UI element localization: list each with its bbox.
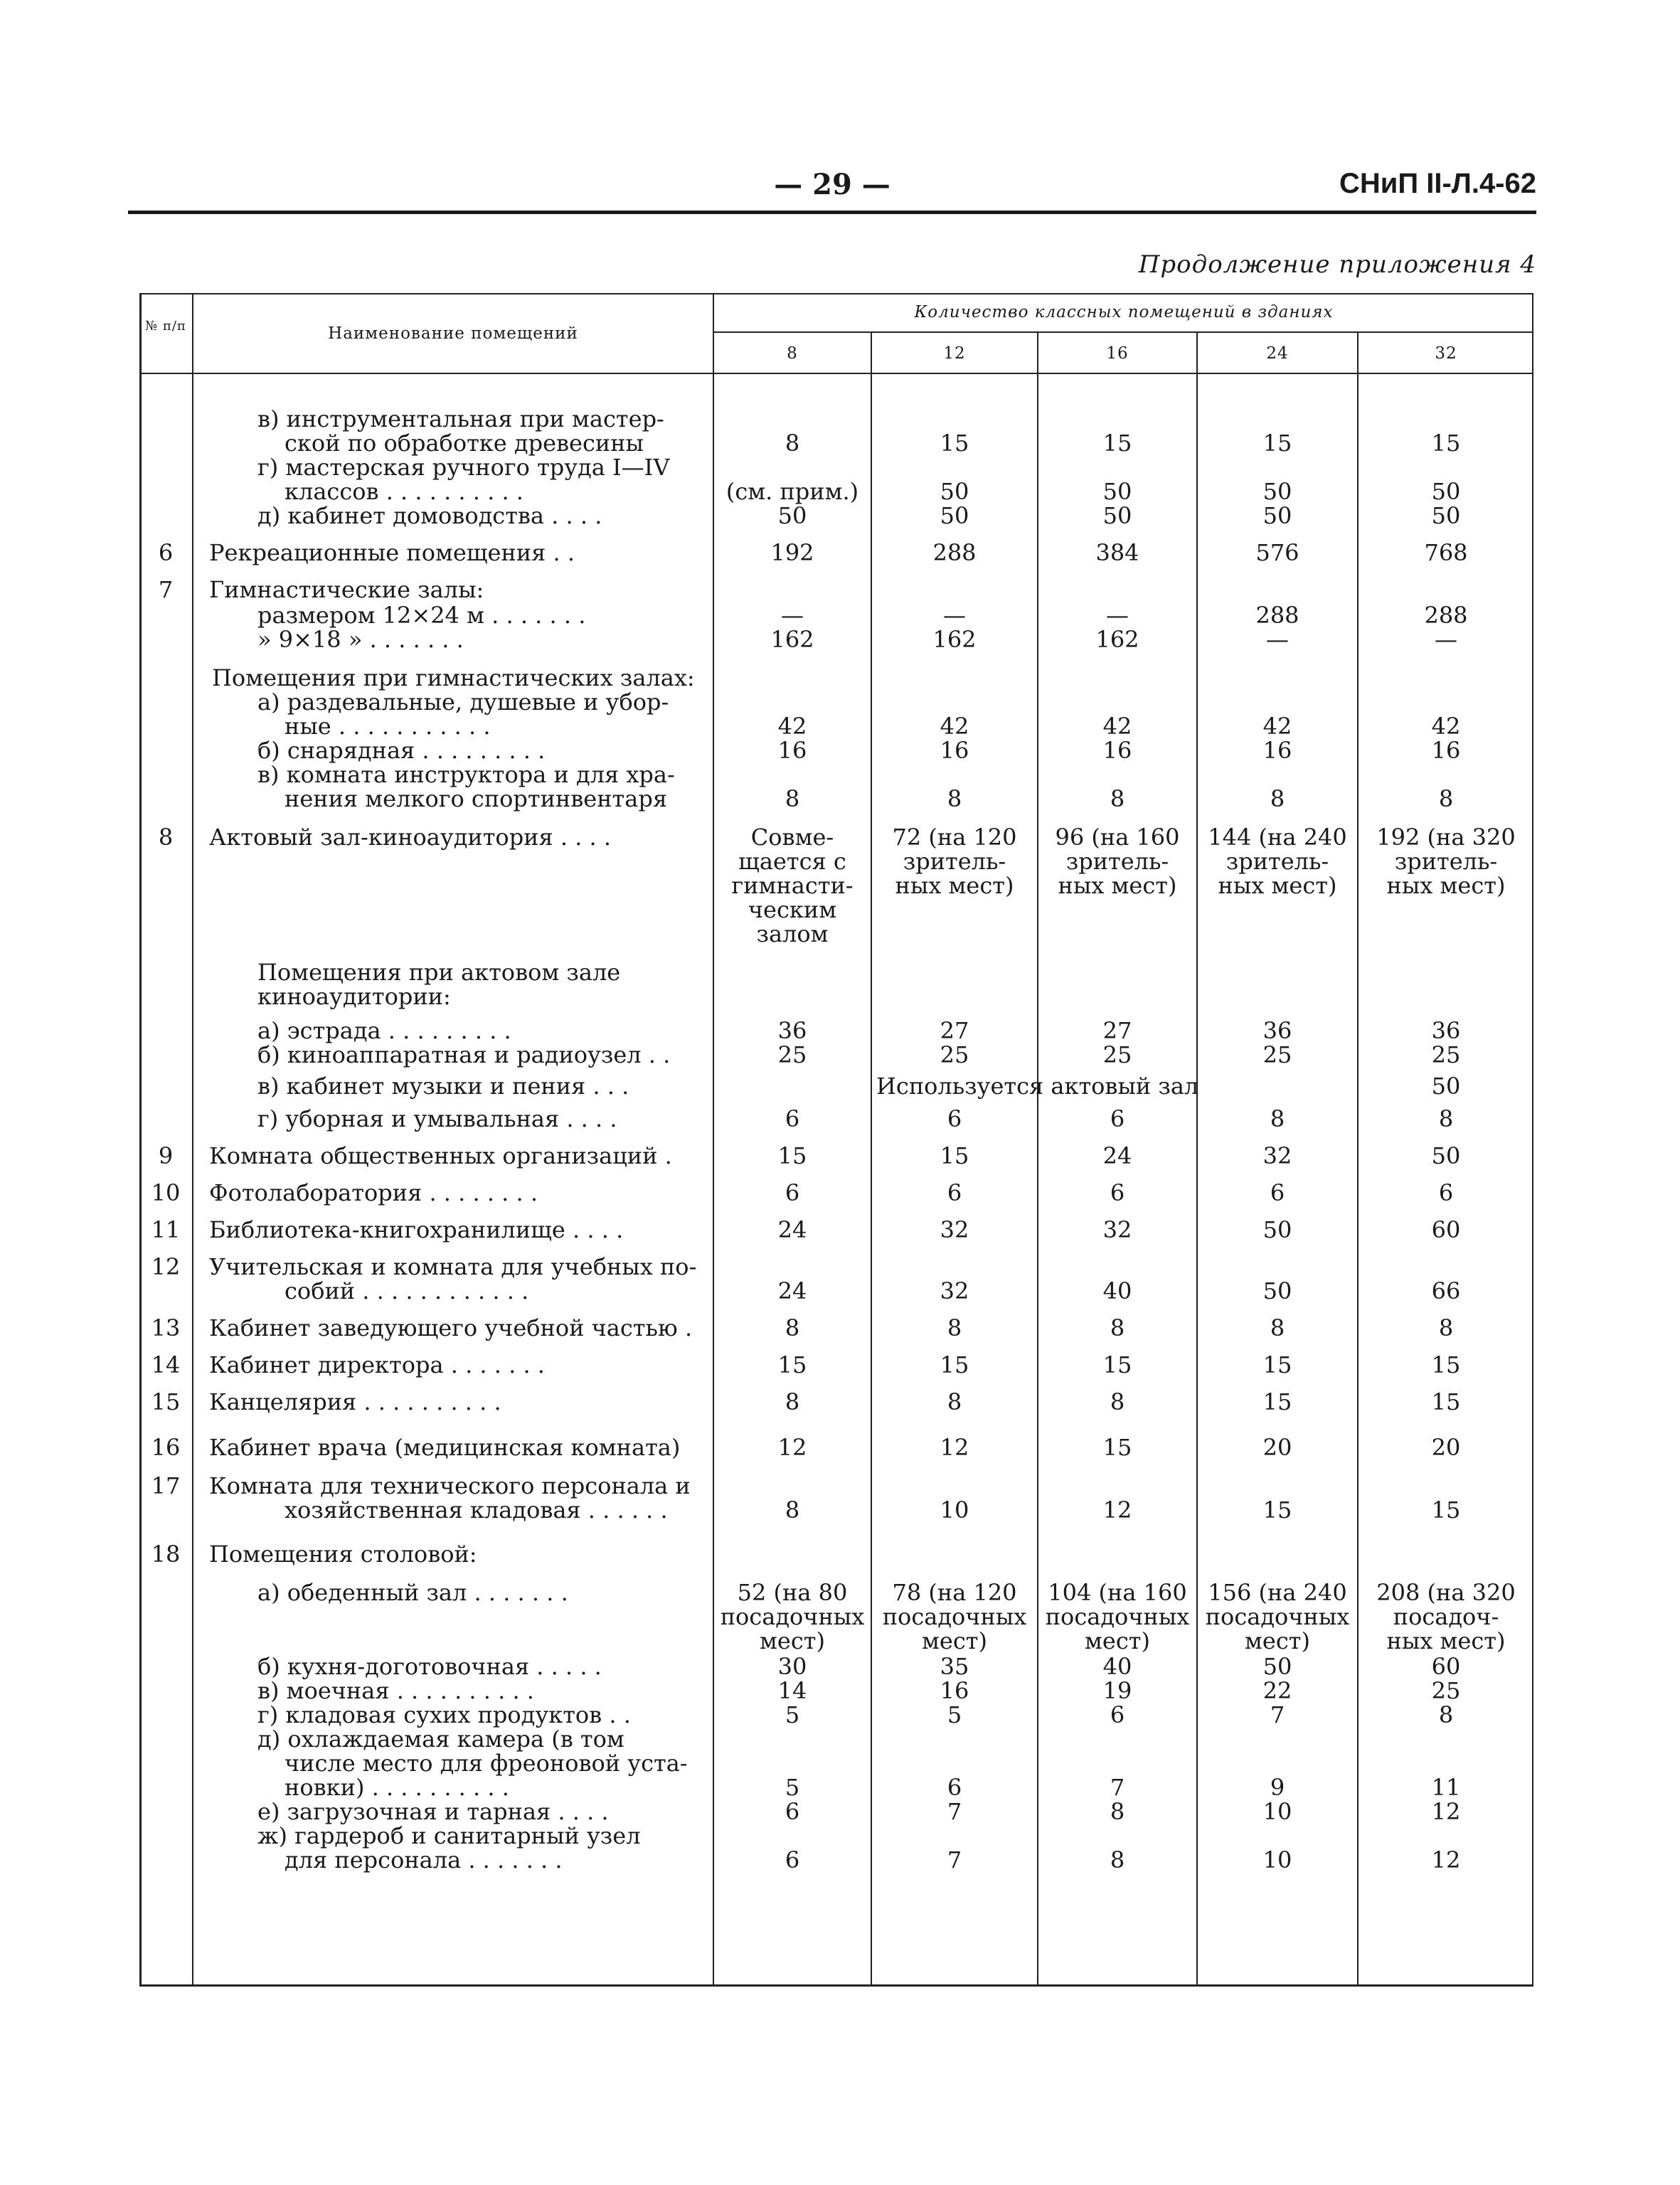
value-cell-8: 30 [777,1653,807,1680]
room-name: Комната общественных организаций . [209,1142,672,1169]
value-cell-8: 24 [777,1277,807,1304]
value-cell-16: зритель- [1065,848,1169,875]
room-name: в) кабинет музыки и пения . . . [257,1073,629,1100]
value-cell-8: 14 [777,1677,807,1704]
value-cell-8: 8 [785,430,800,457]
value-cell-16: 16 [1102,737,1132,764]
value-cell-32: 15 [1431,430,1461,457]
row-number: 11 [151,1216,181,1243]
value-cell-16: 6 [1110,1105,1125,1132]
value-cell-16: 15 [1102,1351,1132,1378]
value-cell-24: 8 [1270,785,1285,812]
value-cell-12: 16 [940,1677,969,1704]
room-name: г) уборная и умывальная . . . . [257,1105,617,1132]
group-header: Количество классных помещений в зданиях [914,303,1334,321]
value-cell-8: Совме- [750,824,834,851]
value-cell-32: 60 [1431,1216,1461,1243]
value-cell-32: 8 [1438,1314,1454,1341]
value-cell-12: 50 [940,478,969,505]
room-name: б) киноаппаратная и радиоузел . . [257,1041,671,1068]
room-name: Кабинет заведующего учебной частью . [209,1314,693,1341]
room-name: для персонала . . . . . . . [285,1846,563,1873]
value-cell-24: 22 [1262,1677,1292,1704]
value-cell-32: 16 [1431,737,1461,764]
value-cell-24: 20 [1262,1434,1292,1461]
value-cell-12: 12 [940,1434,969,1461]
value-cell-24: 25 [1262,1041,1292,1068]
value-cell-32: 25 [1431,1041,1461,1068]
value-cell-12: 16 [940,737,969,764]
value-cell-16: 8 [1110,1798,1125,1825]
value-cell-12: 15 [940,430,969,457]
row-number: 9 [158,1142,174,1169]
value-cell-24: 36 [1262,1017,1292,1044]
value-cell-32: 15 [1431,1388,1461,1415]
value-cell-24: мест) [1245,1627,1310,1654]
group-header-rule [714,331,1533,333]
value-cell-16: 40 [1102,1653,1132,1680]
value-cell-16: 50 [1102,502,1132,529]
value-cell-8: гимнасти- [731,872,854,899]
value-cell-12: 42 [940,713,969,740]
value-cell-24: 10 [1262,1846,1292,1873]
value-cell-8: 8 [785,785,800,812]
value-cell-24: 50 [1262,478,1292,505]
value-cell-24: 6 [1270,1179,1285,1206]
value-cell-32: 50 [1431,1142,1461,1169]
value-cell-16: 27 [1102,1017,1132,1044]
value-cell-12: 6 [947,1105,962,1132]
value-cell-16: 162 [1095,626,1139,653]
value-cell-16: 19 [1102,1677,1132,1704]
row-number: 15 [151,1388,181,1415]
value-cell-8: 6 [785,1846,800,1873]
value-cell-32: 50 [1431,478,1461,505]
value-cell-12: 32 [940,1277,969,1304]
value-cell-32: 36 [1431,1017,1461,1044]
value-cell-8: посадочных [720,1603,865,1630]
room-name: б) кухня-доготовочная . . . . . [257,1653,602,1680]
rooms-table [139,293,1533,1986]
room-name: г) кладовая сухих продуктов . . [257,1701,631,1728]
row-number: 6 [158,539,174,566]
page-header [128,168,1536,211]
room-name: а) эстрада . . . . . . . . . [257,1017,511,1044]
value-cell-12: 8 [947,1314,962,1341]
value-cell-32: 12 [1431,1846,1461,1873]
room-name: д) охлаждаемая камера (в том [257,1726,624,1753]
sub-header-32: 32 [1435,344,1457,363]
value-cell-32: 25 [1431,1677,1461,1704]
value-cell-16: мест) [1085,1627,1150,1654]
row-number: 12 [151,1253,181,1280]
room-name: Фотолаборатория . . . . . . . . [209,1179,538,1206]
value-cell-24: 15 [1262,1496,1292,1524]
room-name: в) комната инструктора и для хра- [257,761,675,788]
value-cell-24: 288 [1255,602,1299,629]
value-cell-32: ных мест) [1386,1627,1506,1654]
value-cell-12: 78 (на 120 [892,1579,1017,1606]
document-code: СНиП II-Л.4-62 [1339,168,1536,199]
sub-header-16: 16 [1106,344,1129,363]
value-cell-12: 50 [940,502,969,529]
value-cell-12: 25 [940,1041,969,1068]
value-cell-24: 15 [1262,1351,1292,1378]
value-cell-8: 8 [785,1388,800,1415]
value-cell-32: зритель- [1394,848,1498,875]
value-cell-16: 384 [1095,539,1139,566]
value-cell-12: 72 (на 120 [892,824,1017,851]
value-cell-24: 50 [1262,1216,1292,1243]
room-name: киноаудитории: [257,983,451,1010]
value-cell-16: 96 (на 160 [1055,824,1180,851]
header-bottom-rule [139,373,1533,374]
col-num-header: № п/п [145,319,186,334]
value-cell-8: 8 [785,1496,800,1524]
room-name: г) мастерская ручного труда I—IV [257,454,670,481]
value-cell-12: 15 [940,1351,969,1378]
room-name: Помещения при гимнастических залах: [212,664,695,691]
value-cell-16: 24 [1102,1142,1132,1169]
value-cell-8: ческим [748,896,837,923]
value-cell-16: 6 [1110,1179,1125,1206]
value-cell-24: 156 (на 240 [1208,1579,1347,1606]
room-name: Кабинет врача (медицинская комната) [209,1434,681,1461]
row-number: 8 [158,824,174,851]
room-name: классов . . . . . . . . . . [285,478,523,505]
value-cell-8: 24 [777,1216,807,1243]
value-cell-32: 66 [1431,1277,1461,1304]
value-cell-12: 8 [947,785,962,812]
value-cell-24: 144 (на 240 [1208,824,1347,851]
value-cell-12: 10 [940,1496,969,1524]
value-cell-8: 42 [777,713,807,740]
value-cell-12: 288 [932,539,977,566]
value-cell-24: 10 [1262,1798,1292,1825]
row-number: 7 [158,576,174,603]
value-cell-32: посадоч- [1393,1603,1499,1630]
row-number: 10 [151,1179,181,1206]
value-cell-8: 192 [770,539,814,566]
room-name: а) раздевальные, душевые и убор- [257,689,669,716]
value-cell-16: 8 [1110,1388,1125,1415]
value-cell-16: 42 [1102,713,1132,740]
value-cell-12: 35 [940,1653,969,1680]
room-name: в) моечная . . . . . . . . . . [257,1677,534,1704]
value-cell-12: мест) [922,1627,987,1654]
value-cell-16: 50 [1102,478,1132,505]
value-cell-16: 8 [1110,785,1125,812]
value-cell-8: щается с [738,848,846,875]
row-number: 14 [151,1351,181,1378]
value-cell-12: 8 [947,1388,962,1415]
value-cell-16: 6 [1110,1701,1125,1728]
room-name: Канцелярия . . . . . . . . . . [209,1388,501,1415]
value-cell-8: 25 [777,1041,807,1068]
room-name: ской по обработке древесины [285,430,644,457]
value-cell-16: 32 [1102,1216,1132,1243]
value-cell-32: 50 [1431,1073,1461,1100]
value-cell-24: 7 [1270,1701,1285,1728]
value-cell-24: 32 [1262,1142,1292,1169]
value-cell-8: 15 [777,1142,807,1169]
sub-header-12: 12 [943,344,966,363]
value-cell-24: ных мест) [1218,872,1337,899]
room-name: Комната для технического персонала и [209,1472,691,1499]
value-cell-16: 15 [1102,430,1132,457]
value-cell-8: 8 [785,1314,800,1341]
room-name: Помещения при актовом зале [257,959,621,986]
value-cell-8: 5 [785,1774,800,1801]
value-cell-32: 12 [1431,1798,1461,1825]
value-cell-32: 20 [1431,1434,1461,1461]
value-cell-8: 16 [777,737,807,764]
value-cell-32: 6 [1438,1179,1454,1206]
value-cell-8: 12 [777,1434,807,1461]
value-cell-32: 192 (на 320 [1376,824,1516,851]
value-cell-16: 25 [1102,1041,1132,1068]
value-cell-24: 8 [1270,1314,1285,1341]
value-cell-8: (см. прим.) [725,478,859,505]
room-name: в) инструментальная при мастер- [257,405,664,432]
room-name: д) кабинет домоводства . . . . [257,502,602,529]
room-name: Рекреационные помещения . . [209,539,575,566]
value-cell-12: 7 [947,1798,962,1825]
value-cell-12: 6 [947,1774,962,1801]
value-cell-32: 15 [1431,1351,1461,1378]
value-cell-32: 288 [1424,602,1468,629]
value-cell-8: залом [756,920,829,947]
page-number: — 29 — [774,168,890,201]
header-rule [128,211,1536,214]
value-cell-12: 5 [947,1701,962,1728]
value-cell-12: зритель- [903,848,1006,875]
value-cell-24: 16 [1262,737,1292,764]
value-cell-24: зритель- [1226,848,1329,875]
room-name: ные . . . . . . . . . . . [285,713,491,740]
value-cell-8: 162 [770,626,814,653]
value-cell-24: 15 [1262,1388,1292,1415]
value-cell-32: 60 [1431,1653,1461,1680]
value-cell-16: 8 [1110,1314,1125,1341]
value-cell-16: 40 [1102,1277,1132,1304]
value-cell-24: 42 [1262,713,1292,740]
value-cell-24: посадочных [1205,1603,1350,1630]
value-cell-12: посадочных [882,1603,1027,1630]
value-cell-12: 27 [940,1017,969,1044]
room-name: нения мелкого спортинвентаря [285,785,667,812]
sub-header-24: 24 [1266,344,1289,363]
col-name-header: Наименование помещений [328,324,578,343]
room-name: ж) гардероб и санитарный узел [257,1822,641,1849]
value-cell-24: 576 [1255,539,1299,566]
value-cell-24: 50 [1262,1277,1292,1304]
value-cell-32: 42 [1431,713,1461,740]
col-divider-num [192,293,193,1986]
value-cell-24: 15 [1262,430,1292,457]
value-cell-32: 8 [1438,785,1454,812]
room-name: Гимнастические залы: [209,576,484,603]
value-cell-16: ных мест) [1058,872,1177,899]
value-cell-24: — [1266,626,1289,653]
value-cell-12: 162 [932,626,977,653]
value-cell-12: 32 [940,1216,969,1243]
value-cell-32: 8 [1438,1105,1454,1132]
continuation-note: Продолжение приложения 4 [1138,250,1536,279]
value-cell-32: 208 (на 320 [1376,1579,1516,1606]
value-cell-32: 8 [1438,1701,1454,1728]
value-cell-12: ных мест) [895,872,1014,899]
value-cell-8: — [781,602,804,629]
room-name: собий . . . . . . . . . . . . [285,1277,529,1304]
table-top-rule [139,293,1533,294]
room-name: размером 12×24 м . . . . . . . [257,602,586,629]
room-name: б) снарядная . . . . . . . . . [257,737,546,764]
row-number: 18 [151,1541,181,1568]
value-cell-32: 11 [1431,1774,1461,1801]
value-cell-32: 15 [1431,1496,1461,1524]
value-cell-8: 6 [785,1798,800,1825]
room-name: Актовый зал-киноаудитория . . . . [209,824,612,851]
room-name: хозяйственная кладовая . . . . . . [285,1496,668,1524]
room-name: Кабинет директора . . . . . . . [209,1351,545,1378]
value-cell-24: 9 [1270,1774,1285,1801]
value-cell-12: 7 [947,1846,962,1873]
value-cell-8: 5 [785,1701,800,1728]
room-name: » 9×18 » . . . . . . . [257,626,464,653]
value-cell-32: 768 [1424,539,1468,566]
value-cell-8: 36 [777,1017,807,1044]
value-cell-8: мест) [760,1627,825,1654]
value-cell-16: 8 [1110,1846,1125,1873]
value-cell-24: 50 [1262,1653,1292,1680]
value-cell-8: 52 (на 80 [737,1579,848,1606]
row-number: 16 [151,1434,181,1461]
room-name: а) обеденный зал . . . . . . . [257,1579,568,1606]
value-cell-32: — [1435,626,1457,653]
row-number: 17 [151,1472,181,1499]
value-cell-16: посадочных [1045,1603,1190,1630]
room-name: новки) . . . . . . . . . . [285,1774,509,1801]
value-cell-16: — [1106,602,1129,629]
value-cell-8: 6 [785,1105,800,1132]
room-name: Библиотека-книгохранилище . . . . [209,1216,624,1243]
value-cell-32: 50 [1431,502,1461,529]
spanning-note: Используется актовый зал [876,1073,1199,1100]
value-cell-24: 8 [1270,1105,1285,1132]
value-cell-32: ных мест) [1386,872,1506,899]
value-cell-16: 15 [1102,1434,1132,1461]
room-name: Помещения столовой: [209,1541,477,1568]
value-cell-24: 50 [1262,502,1292,529]
row-number: 13 [151,1314,181,1341]
value-cell-12: — [943,602,966,629]
room-name: числе место для фреоновой уста- [285,1750,688,1777]
value-cell-12: 15 [940,1142,969,1169]
value-cell-16: 12 [1102,1496,1132,1524]
room-name: Учительская и комната для учебных по- [209,1253,697,1280]
value-cell-12: 6 [947,1179,962,1206]
value-cell-16: 104 (на 160 [1048,1579,1187,1606]
value-cell-8: 6 [785,1179,800,1206]
value-cell-8: 15 [777,1351,807,1378]
value-cell-8: 50 [777,502,807,529]
sub-header-8: 8 [787,344,798,363]
table-bottom-rule [139,1984,1533,1987]
value-cell-16: 7 [1110,1774,1125,1801]
room-name: е) загрузочная и тарная . . . . [257,1798,609,1825]
